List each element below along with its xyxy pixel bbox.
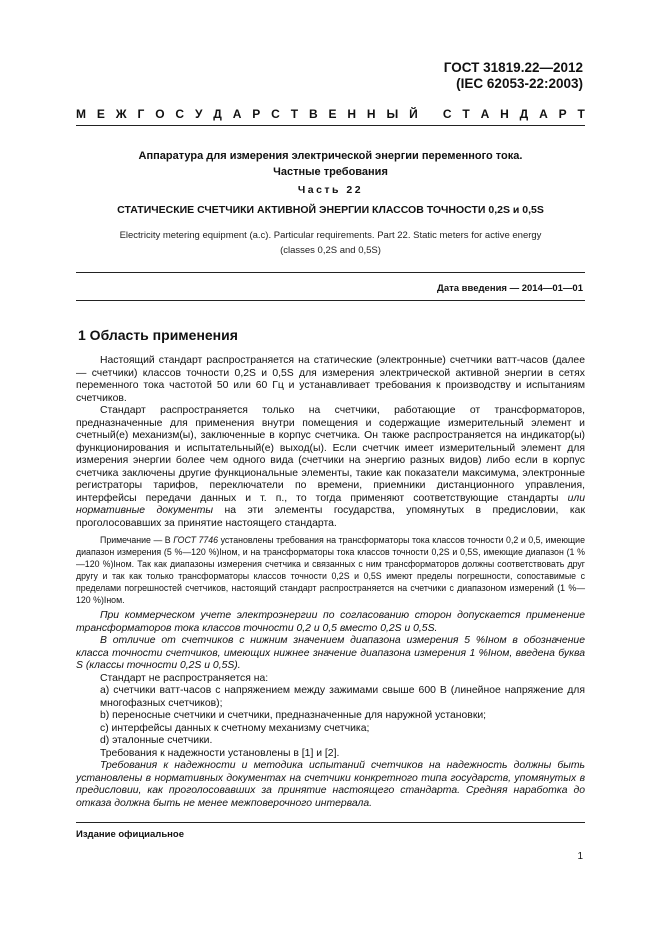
- list-item: c) интерфейсы данных к счетному механизму счетчика;: [100, 722, 370, 734]
- title-line-2: Частные требования: [273, 166, 388, 178]
- section-body: [76, 355, 585, 810]
- banner-letter: У: [194, 107, 203, 121]
- not-applicable-intro: Стандарт не распространяется на:: [100, 672, 269, 684]
- part-title: СТАТИЧЕСКИЕ СЧЕТЧИКИ АКТИВНОЙ ЭНЕРГИИ КЛАССОВ ТОЧНОСТИ 0,2S и 0,5S: [117, 204, 544, 216]
- banner-letter: С: [271, 107, 280, 121]
- section-heading: 1 Область применения: [78, 327, 238, 343]
- banner-letter: А: [232, 107, 242, 121]
- introduction-date: Дата введения — 2014—01—01: [437, 283, 583, 294]
- english-title-line-1: Electricity metering equipment (a.c). Particular requirements. Part 22. Static meters for active energy: [119, 230, 542, 241]
- banner-letter: Д: [213, 107, 222, 121]
- banner-letter: Н: [500, 107, 509, 121]
- banner-letter: С: [442, 107, 452, 121]
- list-item: a) счетчики ватт-часов с напряжением между зажимами свыше 600 В (линейное напряжение для многофазных счетчиков);: [100, 685, 585, 709]
- banner-letter: С: [175, 107, 185, 121]
- title-line-1: Аппаратура для измерения электрической энергии переменного тока.: [138, 150, 523, 162]
- paragraph-applicability: Стандарт распространяется только на счетчики, работающие от трансформаторов, предназначенные для применения внутри помещения и содержащие измерительный элемент и счетный(е) механизм(ы), заключенные в корпус счетчика. Он также распространяется на индикатор(ы) функционирования и испытательный(е) выход(ы). Если счетчик имеет измерительный элемент для измерения энергии более чем одного вида (счетчики на энергию разных видов) либо если в корпус счетчика заключены другие функциональные элементы, такие как показатели максимума, электронные регистраторы тарифов, переключатели по времени, приемники дистанционного управления, интерфейсы передачи данных и т. п., то тогда применяют соответствующие стандарты или нормативные документы на эти элементы государства, упомянутых в предисловии, как проголосовавших за принятие настоящего стандарта.: [76, 405, 585, 529]
- banner-letter: Т: [462, 107, 470, 121]
- banner-letter: Ы: [386, 107, 399, 121]
- gost-code: ГОСТ 31819.22—2012: [443, 60, 583, 75]
- banner-letter: Й: [409, 107, 418, 121]
- iec-code: (IEC 62053-22:2003): [456, 76, 583, 91]
- document-title: [76, 148, 585, 180]
- banner-letter: М: [76, 107, 86, 121]
- italic-paragraph-class-s: В отличие от счетчиков с нижним значением диапазона измерения 5 %Iном в обозначение класса точности счетчиков, имеющих нижнее значение диапазона измерения 1 %Iном, введена буква S (классы точности 0,2S и 0,5S).: [76, 635, 585, 671]
- note-paragraph: Примечание — В ГОСТ 7746 установлены требования на трансформаторы тока классов точности 0,2 и 0,5, имеющие диапазон измерения (5 %—120 %)Iном, и на трансформаторы тока классов точности 0,2S и 0,5S, имеющие диапазон (1 %—120 %)Iном. Так как диапазоны измерения счетчика и связанных с ним трансформаторов должны соответствовать друг другу и так как только трансформаторы классов точности 0,2S и 0,5S имеют пределы погрешности, сопоставимые с пределами погрешностей счетчиков, настоящий стандарт распространяется на счетчики с диапазоном измерений (1 %—120 %)Iном.: [76, 535, 585, 605]
- banner-letter: Р: [252, 107, 261, 121]
- interstate-standard-banner: [76, 107, 585, 121]
- top-divider: [76, 125, 585, 126]
- list-item: b) переносные счетчики и счетчики, предназначенные для наружной установки;: [100, 710, 487, 721]
- banner-letter: Т: [290, 107, 299, 121]
- paragraph-scope: Настоящий стандарт распространяется на статические (электронные) счетчики ватт-часов (далее — счетчики) классов точности 0,2S и 0,5S для измерения электрической активной энергии в сетях переменного тока частотой 50 или 60 Гц и устанавливает требования к производству и испытаниям счетчиков.: [76, 355, 585, 404]
- title-divider: [76, 272, 585, 273]
- banner-letter: Ж: [115, 107, 127, 121]
- footer-divider: [76, 822, 585, 823]
- official-edition-label: Издание официальное: [76, 829, 184, 840]
- banner-letter: Т: [577, 107, 585, 121]
- banner-letter: [429, 107, 432, 121]
- italic-paragraph-reliability: Требования к надежности и методика испытаний счетчиков на надежность должны быть установлены в нормативных документах на счетчики конкретного типа государств, упомянутых в предисловии, как проголосовавших за принятие настоящего стандарта. Средняя наработка до отказа должна быть не менее межповерочного интервала.: [76, 760, 585, 809]
- italic-paragraph-commercial: При коммерческом учете электроэнергии по согласованию сторон допускается применение трансформаторов тока классов точности 0,2 и 0,5 вместо 0,2S и 0,5S.: [76, 610, 585, 634]
- reliability-paragraph: Требования к надежности установлены в [1] и [2].: [100, 747, 340, 759]
- date-divider: [76, 300, 585, 301]
- banner-letter: Н: [366, 107, 376, 121]
- part-number: Часть 22: [297, 184, 364, 196]
- english-title: [76, 228, 585, 258]
- page-number: 1: [577, 851, 583, 862]
- banner-letter: О: [155, 107, 165, 121]
- standard-designation: [444, 60, 583, 92]
- banner-letter: Н: [347, 107, 357, 121]
- list-item: d) эталонные счетчики.: [100, 735, 213, 746]
- banner-letter: Г: [137, 107, 145, 121]
- english-title-line-2: (classes 0,2S and 0,5S): [280, 245, 381, 256]
- banner-letter: Е: [328, 107, 337, 121]
- banner-letter: Р: [558, 107, 567, 121]
- banner-letter: В: [308, 107, 318, 121]
- banner-letter: А: [480, 107, 490, 121]
- banner-letter: Е: [96, 107, 105, 121]
- banner-letter: А: [539, 107, 548, 121]
- banner-letter: Д: [519, 107, 529, 121]
